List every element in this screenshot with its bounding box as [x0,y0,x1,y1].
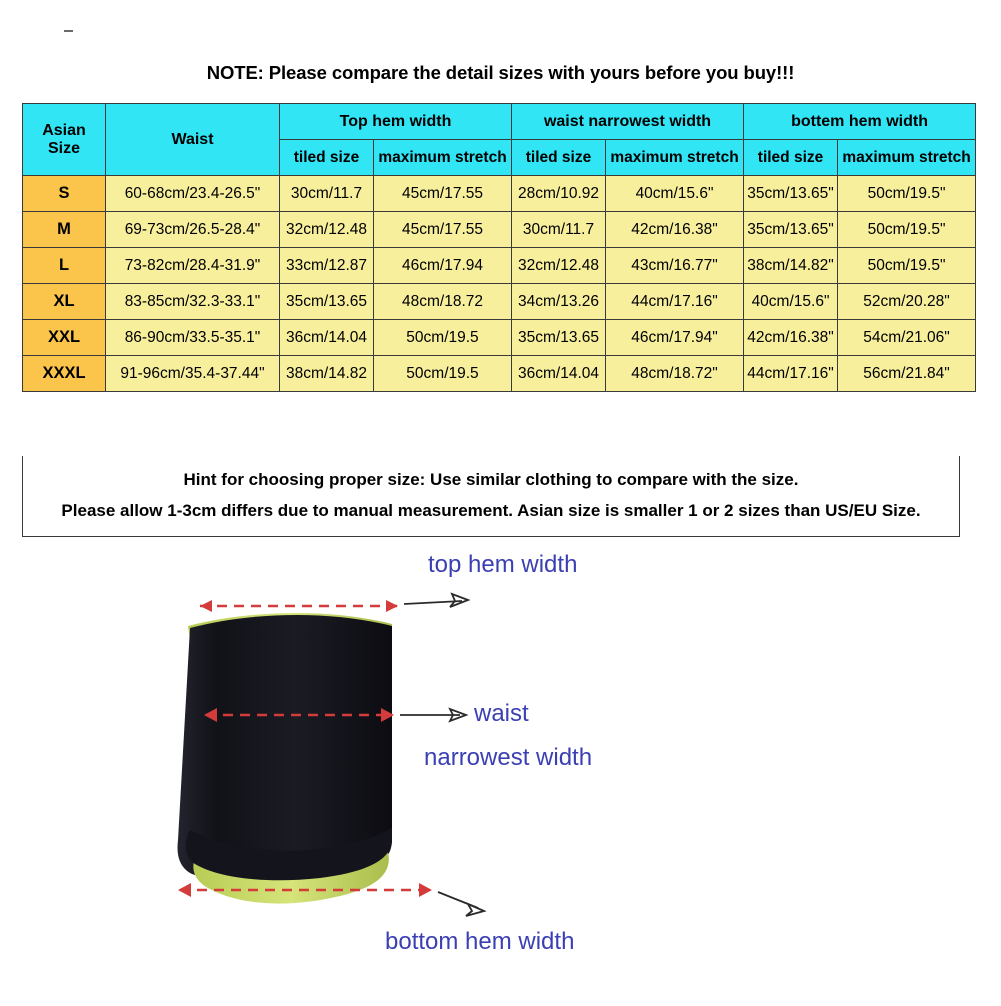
cell-size: XL [23,284,106,320]
cell-top-max: 50cm/19.5 [374,356,512,392]
table-row [23,356,976,392]
cell-top-tiled: 30cm/11.7 [280,176,374,212]
header-bottom-tiled-size: tiled size [744,140,838,176]
header-waist-narrowest-width: waist narrowest width [512,104,744,140]
cell-waist-max: 44cm/17.16" [606,284,744,320]
cell-waist-tiled: 28cm/10.92 [512,176,606,212]
cell-waist-tiled: 36cm/14.04 [512,356,606,392]
cell-waist: 91-96cm/35.4-37.44" [106,356,280,392]
cell-waist-max: 48cm/18.72" [606,356,744,392]
header-waist: Waist [106,104,280,176]
cell-waist-max: 42cm/16.38" [606,212,744,248]
cell-waist: 60-68cm/23.4-26.5" [106,176,280,212]
cell-waist-tiled: 32cm/12.48 [512,248,606,284]
label-waist: waist [474,700,529,727]
cell-top-max: 46cm/17.94 [374,248,512,284]
cell-waist: 83-85cm/32.3-33.1" [106,284,280,320]
table-body [23,176,976,392]
cell-top-tiled: 35cm/13.65 [280,284,374,320]
note-text: NOTE: Please compare the detail sizes with yours before you buy!!! [206,62,795,83]
cell-bottom-tiled: 40cm/15.6" [744,284,838,320]
top-hem-arrow [200,594,468,612]
cell-top-tiled: 36cm/14.04 [280,320,374,356]
header-bottom-maximum-stretch: maximum stretch [838,140,976,176]
cell-size: S [23,176,106,212]
cell-top-max: 50cm/19.5 [374,320,512,356]
cell-bottom-max: 50cm/19.5" [838,212,976,248]
cell-bottom-max: 50cm/19.5" [838,176,976,212]
cell-bottom-max: 56cm/21.84" [838,356,976,392]
header-top-maximum-stretch: maximum stretch [374,140,512,176]
cell-top-max: 45cm/17.55 [374,176,512,212]
measurement-diagram [0,540,1001,1001]
header-waist-tiled-size: tiled size [512,140,606,176]
table-row [23,284,976,320]
cell-bottom-tiled: 44cm/17.16" [744,356,838,392]
cell-top-max: 45cm/17.55 [374,212,512,248]
size-chart-table [22,103,976,392]
cell-waist-tiled: 34cm/13.26 [512,284,606,320]
cell-size: XXL [23,320,106,356]
cell-waist-tiled: 30cm/11.7 [512,212,606,248]
cell-top-tiled: 32cm/12.48 [280,212,374,248]
hint-line-1: Hint for choosing proper size: Use similar clothing to compare with the size. [183,470,799,489]
table-row [23,320,976,356]
header-waist-maximum-stretch: maximum stretch [606,140,744,176]
header-top-tiled-size: tiled size [280,140,374,176]
hint-block [22,456,960,537]
cell-bottom-max: 52cm/20.28" [838,284,976,320]
cell-waist-max: 46cm/17.94" [606,320,744,356]
table-row [23,212,976,248]
table-header-row-top [23,104,976,140]
header-top-hem-width: Top hem width [280,104,512,140]
cell-size: L [23,248,106,284]
cell-waist: 86-90cm/33.5-35.1" [106,320,280,356]
cell-size: XXXL [23,356,106,392]
label-top-hem-width: top hem width [428,551,578,578]
label-bottom-hem-width: bottom hem width [385,928,575,955]
header-asian-size-line2: Size [47,139,80,157]
hint-line-2: Please allow 1-3cm differs due to manual measurement. Asian size is smaller 1 or 2 sizes than US/EU Size. [61,501,921,520]
cell-waist: 73-82cm/28.4-31.9" [106,248,280,284]
stray-mark [64,30,73,32]
cell-waist-max: 43cm/16.77" [606,248,744,284]
cell-bottom-tiled: 35cm/13.65" [744,212,838,248]
table-row [23,248,976,284]
cell-waist-max: 40cm/15.6" [606,176,744,212]
table-row [23,176,976,212]
cell-top-tiled: 38cm/14.82 [280,356,374,392]
cell-size: M [23,212,106,248]
cell-bottom-tiled: 35cm/13.65" [744,176,838,212]
cell-bottom-max: 54cm/21.06" [838,320,976,356]
cell-bottom-tiled: 38cm/14.82" [744,248,838,284]
header-asian-size-line1: Asian [42,121,86,139]
header-asian-size [23,104,106,176]
cell-bottom-tiled: 42cm/16.38" [744,320,838,356]
table-header [23,104,976,176]
cell-waist-tiled: 35cm/13.65 [512,320,606,356]
cell-top-tiled: 33cm/12.87 [280,248,374,284]
cell-bottom-max: 50cm/19.5" [838,248,976,284]
cell-waist: 69-73cm/26.5-28.4" [106,212,280,248]
header-bottem-hem-width: bottem hem width [744,104,976,140]
cell-top-max: 48cm/18.72 [374,284,512,320]
label-narrowest-width: narrowest width [424,744,593,771]
